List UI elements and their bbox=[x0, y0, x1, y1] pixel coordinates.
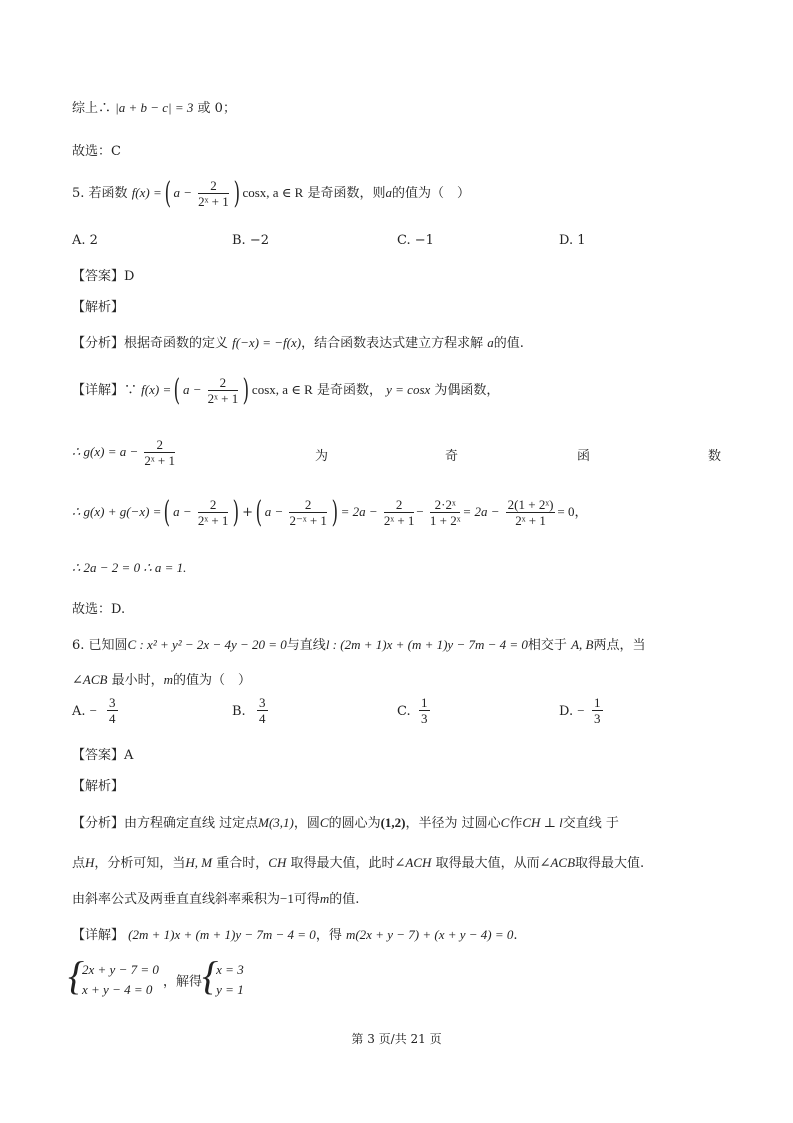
q5-detail-expr: f(x) = bbox=[141, 382, 172, 397]
q5-sum-frac3 bbox=[384, 497, 415, 528]
q6-sys-eq2: x + y − 4 = 0 bbox=[82, 982, 153, 997]
q5-option-a: A. 2 bbox=[72, 233, 98, 248]
q6-fenxi-l2b: ，分析可知，当 bbox=[94, 856, 186, 871]
q6-option-a bbox=[72, 703, 97, 719]
q6-fenxi-l1f: 交直线 于 bbox=[562, 816, 619, 831]
q5-fenxi-var: a bbox=[487, 335, 494, 350]
q6-fenxi-angle2: ∠ACB bbox=[539, 855, 576, 870]
q6-option-d-fraction bbox=[592, 695, 603, 726]
q6-circle: C : x² + y² − 2x − 4y − 20 = 0 bbox=[127, 637, 287, 652]
q5-number: 5. 若函数 bbox=[72, 186, 128, 201]
page-footer: 第 3 页/共 21 页 bbox=[351, 1032, 442, 1046]
q5-frac-num: 2 bbox=[198, 178, 229, 194]
left-paren: ( bbox=[255, 495, 263, 530]
q5-sum-frac3-num: 2 bbox=[384, 497, 415, 513]
q6-stem-line2 bbox=[72, 669, 721, 688]
q6-text-a: 相交于 bbox=[527, 638, 567, 653]
q6-fenxi-line1 bbox=[72, 812, 721, 831]
q6-line-eq: l : (2m + 1)x + (m + 1)y − 7m − 4 = 0 bbox=[325, 637, 528, 652]
q6-fenxi-center: (1,2) bbox=[380, 815, 406, 830]
q5-sum-frac1 bbox=[198, 497, 229, 528]
q5-answer: 【答案】D bbox=[72, 269, 135, 284]
q5-sum-frac4-den: 1 + 2ˣ bbox=[429, 513, 461, 528]
q5-g-expr: ∴ g(x) = a − bbox=[72, 444, 139, 459]
q6-fenxi-c2: C bbox=[500, 815, 510, 830]
q6-fenxi-hm: H, M bbox=[185, 855, 213, 870]
q5-select: 故选：D. bbox=[72, 602, 126, 617]
q5-end: 的值为（ ） bbox=[392, 186, 471, 201]
q5-fraction bbox=[198, 178, 229, 209]
q6-solution-system bbox=[206, 960, 244, 1000]
q5-detail-label: 【详解】∵ bbox=[72, 383, 138, 398]
q6-option-a-sign: − bbox=[89, 703, 98, 718]
q6-option-a-num: 3 bbox=[109, 695, 116, 710]
q6-fenxi-l2d: 取得最大值，此时 bbox=[290, 856, 395, 871]
q6-option-a-den: 4 bbox=[109, 711, 116, 726]
q6-option-d-den: 3 bbox=[594, 711, 601, 726]
q5-fenxi bbox=[72, 332, 721, 351]
q5-sum-a1: a − bbox=[173, 504, 192, 519]
q6-fenxi-l2e: 取得最大值，从而 bbox=[435, 856, 540, 871]
q6-sys-sol2: y = 1 bbox=[216, 982, 244, 997]
q5-tail: cosx, a ∈ R bbox=[242, 185, 304, 200]
q5-g-word4: 数 bbox=[708, 449, 722, 464]
left-paren: ( bbox=[173, 373, 181, 408]
q5-option-b: B. −2 bbox=[232, 233, 269, 248]
q5-detail-a: a − bbox=[182, 382, 202, 397]
right-paren: ) bbox=[233, 495, 240, 530]
q6-fenxi-l1c: 的圆心为 bbox=[328, 816, 381, 831]
q6-points: A, B bbox=[571, 637, 594, 652]
q5-sum-frac4 bbox=[430, 497, 461, 528]
q6-option-c-num: 1 bbox=[421, 695, 428, 710]
q5-text: 是奇函数，则 bbox=[307, 186, 386, 201]
q6-answer: 【答案】A bbox=[72, 748, 134, 763]
q6-fenxi-line2 bbox=[72, 852, 721, 871]
q5-sum-frac2 bbox=[289, 497, 326, 528]
q6-fenxi-line3 bbox=[72, 888, 721, 907]
q5-detail-text1: 是奇函数， bbox=[316, 383, 382, 398]
q6-option-c-fraction bbox=[419, 695, 430, 726]
q6-option-c bbox=[397, 703, 411, 719]
q5-option-d: D. 1 bbox=[559, 233, 586, 248]
q6-text-c: 最小时， bbox=[111, 673, 164, 688]
q5-g-frac-num: 2 bbox=[144, 437, 175, 453]
q6-option-c-label: C. bbox=[397, 704, 411, 719]
q5-g-fraction bbox=[144, 437, 175, 468]
q5-g-word1: 为 bbox=[315, 449, 329, 464]
q6-var: m bbox=[163, 672, 173, 687]
q5-solve: ∴ 2a − 2 = 0 ∴ a = 1. bbox=[72, 560, 187, 575]
q6-fenxi-l1d: ，半径为 过圆心 bbox=[405, 816, 501, 831]
q6-fenxi-perp: CH ⊥ l bbox=[522, 815, 563, 830]
q6-option-a-fraction bbox=[107, 695, 118, 726]
q6-option-b-den: 4 bbox=[259, 711, 266, 726]
q6-text-b: 两点，当 bbox=[593, 638, 646, 653]
q5-fenxi-text: ，结合函数表达式建立方程求解 bbox=[301, 336, 484, 351]
q6-mid: 与直线 bbox=[286, 638, 326, 653]
q5-sum-frac1-den: 2ˣ + 1 bbox=[197, 513, 229, 528]
q5-g-frac-den: 2ˣ + 1 bbox=[144, 453, 175, 468]
q6-option-d bbox=[559, 703, 585, 719]
q5-g-word2: 奇 bbox=[445, 449, 459, 464]
q6-angle: ∠ACB bbox=[72, 672, 108, 687]
q6-sys-mid: ，解得 bbox=[163, 974, 203, 990]
q6-fenxi-l2c: 重合时， bbox=[216, 856, 269, 871]
q5-analysis-label: 【解析】 bbox=[72, 300, 125, 315]
q5-fenxi-label: 【分析】根据奇函数的定义 bbox=[72, 336, 229, 351]
q5-sum-a2: a − bbox=[264, 504, 284, 519]
q6-fenxi-l2a: 点 bbox=[72, 856, 86, 871]
summary-prefix: 综上∴ bbox=[72, 101, 112, 116]
q6-fenxi-l1b: ，圆 bbox=[293, 816, 320, 831]
q5-detail-expr2: y = cosx bbox=[386, 382, 431, 397]
q6-option-b-fraction bbox=[257, 695, 268, 726]
summary-expression: |a + b − c| = 3 bbox=[115, 100, 194, 115]
q5-option-c: C. −1 bbox=[397, 233, 434, 248]
q6-fenxi-ch: CH bbox=[268, 855, 287, 870]
right-paren: ) bbox=[331, 495, 338, 530]
q5-detail-text2: 为偶函数， bbox=[434, 383, 500, 398]
q6-text-d: 的值为（ ） bbox=[173, 673, 252, 688]
q6-fenxi-l3b: 可得 bbox=[293, 892, 320, 907]
summary-line bbox=[72, 97, 721, 116]
q5-a: a − bbox=[173, 185, 192, 200]
q5-sum-frac5 bbox=[506, 497, 556, 528]
q6-option-b-num: 3 bbox=[259, 695, 266, 710]
q6-detail-text: ，得 bbox=[315, 928, 342, 943]
q6-fenxi-neg1: −1 bbox=[280, 891, 294, 906]
q6-system bbox=[72, 960, 721, 1000]
q5-sum-frac5-den: 2ˣ + 1 bbox=[515, 513, 546, 528]
q5-detail bbox=[72, 373, 721, 408]
q5-sum-frac2-den: 2⁻ˣ + 1 bbox=[289, 513, 327, 528]
q5-sum-end: = 0， bbox=[557, 504, 588, 519]
q6-fenxi-l3c: 的值. bbox=[329, 892, 360, 907]
q5-detail-fraction bbox=[208, 375, 239, 406]
q5-stem bbox=[72, 176, 721, 211]
q6-option-d-label: D. bbox=[559, 704, 574, 719]
q6-fenxi-l1e: 作 bbox=[509, 816, 523, 831]
q5-sum-frac3-den: 2ˣ + 1 bbox=[383, 513, 415, 528]
q5-sum-frac2-num: 2 bbox=[289, 497, 326, 513]
q6-number: 6. 已知圆 bbox=[72, 638, 128, 653]
q6-fenxi-l2f: 取得最大值. bbox=[575, 856, 645, 871]
right-paren: ) bbox=[242, 373, 250, 408]
q6-fenxi-c: C bbox=[319, 815, 329, 830]
q6-fenxi-l3a: 由斜率公式及两垂直直线斜率乘积为 bbox=[72, 892, 281, 907]
summary-suffix: 或 0； bbox=[197, 101, 236, 116]
select-c-line: 故选：C bbox=[72, 144, 121, 159]
q6-option-d-sign: − bbox=[577, 703, 585, 718]
q5-sum-frac4-num: 2·2ˣ bbox=[430, 497, 461, 513]
q5-detail-frac-num: 2 bbox=[208, 375, 239, 391]
q6-detail-eq2: m(2x + y − 7) + (x + y − 4) = 0 bbox=[345, 927, 514, 942]
q6-detail-eq1: (2m + 1)x + (m + 1)y − 7m − 4 = 0 bbox=[128, 927, 316, 942]
q5-g-line bbox=[72, 437, 721, 468]
q5-fenxi-end: 的值. bbox=[493, 336, 524, 351]
q6-analysis-label: 【解析】 bbox=[72, 779, 125, 794]
q6-detail bbox=[72, 924, 721, 943]
q6-stem-line1 bbox=[72, 634, 721, 653]
q6-fenxi-h: H bbox=[85, 855, 95, 870]
q6-option-a-label: A. bbox=[72, 704, 86, 719]
q6-option-c-den: 3 bbox=[421, 711, 428, 726]
q6-fenxi-m: m bbox=[319, 891, 330, 906]
q5-sum-left: ∴ g(x) + g(−x) = bbox=[72, 504, 162, 519]
q5-fenxi-expr: f(−x) = −f(x) bbox=[232, 335, 302, 350]
q6-sys-sol1: { x = 3 bbox=[216, 962, 244, 977]
q5-sum-r2: = 2a − bbox=[462, 504, 500, 519]
q6-detail-end: . bbox=[513, 928, 518, 943]
q6-detail-label: 【详解】 bbox=[72, 928, 125, 943]
q5-frac-den: 2ˣ + 1 bbox=[198, 194, 229, 209]
q5-var: a bbox=[385, 185, 393, 200]
q5-sum-minus: − bbox=[416, 504, 424, 519]
q5-sum-mid: = 2a − bbox=[340, 504, 378, 519]
q5-detail-tail: cosx, a ∈ R bbox=[251, 382, 313, 397]
q6-option-b-label: B. bbox=[232, 704, 246, 719]
right-paren: ) bbox=[233, 176, 240, 211]
q5-sum-frac5-num: 2(1 + 2ˣ) bbox=[507, 497, 554, 512]
q6-option-b bbox=[232, 703, 246, 719]
q5-g-word3: 函 bbox=[577, 449, 591, 464]
q6-fenxi-m-point: M(3,1) bbox=[258, 815, 294, 830]
q5-sum-line: ∴ g(x) + g(−x) =( a − $\frac{2}{\text{2ˣ + 1}}$ ) +( a − $\frac{2}{\text{2⁻ˣ + 1}}$ ) = 2a − $\frac{2}{\text{2ˣ + 1}}$ − $\frac{\text{2·2ˣ}}{\text{1 + 2ˣ}}$ = 2a − $\frac{\text{2(1 + 2ˣ)}}{\text{2ˣ + 1}}$ = 0， bbox=[72, 495, 588, 530]
q6-sys-eq1: { 2x + y − 7 = 0 bbox=[82, 962, 159, 977]
left-paren: ( bbox=[164, 176, 171, 211]
left-paren: ( bbox=[164, 495, 171, 530]
q5-function: f(x) = bbox=[131, 185, 162, 200]
q6-fenxi-l1a: 【分析】由方程确定直线 过定点 bbox=[72, 816, 259, 831]
q5-sum-frac1-num: 2 bbox=[198, 497, 229, 513]
q6-option-d-num: 1 bbox=[594, 695, 601, 710]
q5-detail-frac-den: 2ˣ + 1 bbox=[207, 391, 239, 406]
q6-equation-system bbox=[72, 960, 159, 1000]
q6-fenxi-angle1: ∠ACH bbox=[394, 855, 432, 870]
